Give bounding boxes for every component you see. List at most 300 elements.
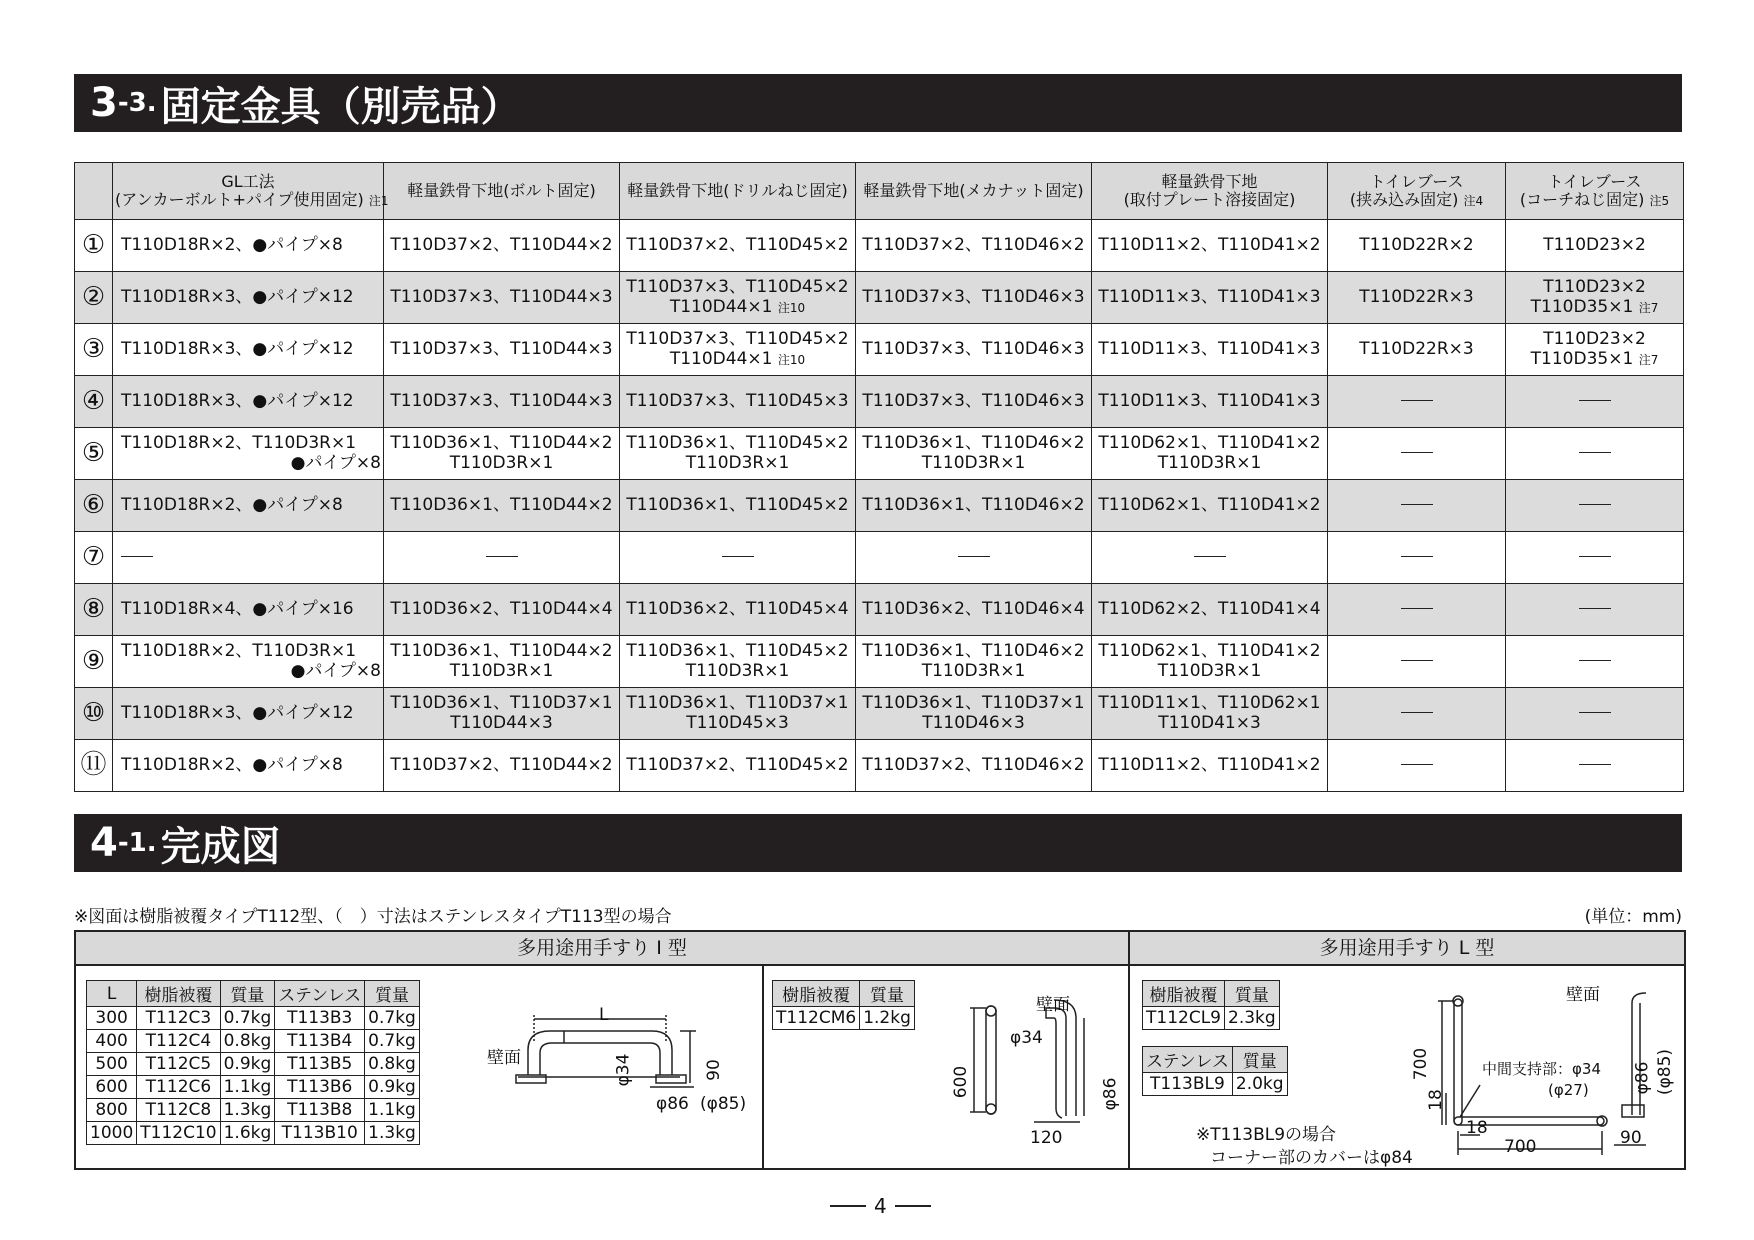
empty-dash: [1401, 452, 1433, 453]
cell-line: [1094, 642, 1325, 662]
small-table-cell: 0.8kg: [365, 1053, 420, 1076]
cell-line: [858, 454, 1089, 474]
small-table-cell: T112CM6: [773, 1007, 860, 1030]
cell-text: T110D3R×1: [449, 660, 554, 681]
row-number: ⑩: [75, 688, 113, 740]
table-cell: [856, 376, 1092, 428]
cell-text: T110D18R×2、●パイプ×8: [121, 754, 343, 775]
column-header-text: (コーチねじ固定): [1519, 190, 1645, 209]
cell-text: T110D37×2、T110D46×2: [862, 754, 1085, 775]
cell-line: [386, 642, 617, 662]
cell-text: T110D22R×3: [1359, 286, 1474, 307]
empty-dash: [1579, 712, 1611, 713]
cell-line: [1508, 652, 1681, 672]
cell-text: T110D3R×1: [1157, 452, 1262, 473]
section-subnumber: -1.: [117, 828, 157, 858]
cell-line: [1094, 714, 1325, 734]
cell-line: [622, 642, 853, 662]
support-label: 中間支持部：φ34: [1482, 1060, 1601, 1078]
dim-w700: 700: [1504, 1137, 1537, 1157]
l-note-2: コーナー部のカバーはφ84: [1210, 1148, 1413, 1168]
column-header-text: (アンカーボルト+パイプ使用固定): [115, 190, 364, 209]
section-header-4-1: [74, 814, 1682, 872]
column-note: 注4: [1463, 194, 1484, 208]
cell-line: [1330, 392, 1503, 412]
cell-text: T110D18R×3、●パイプ×12: [121, 390, 354, 411]
cell-text: T110D37×3、T110D46×3: [862, 338, 1085, 359]
column-header-line1: 軽量鉄骨下地(ドリルねじ固定): [627, 180, 848, 200]
table-cell: [620, 324, 856, 376]
cell-line: [1508, 756, 1681, 776]
table-cell: [620, 584, 856, 636]
cell-line: [1330, 288, 1503, 308]
table-cell: [1328, 532, 1506, 584]
cell-line: [386, 392, 617, 412]
small-table-cell: 2.0kg: [1232, 1073, 1287, 1096]
dim-d86: φ86: [656, 1094, 689, 1114]
table-row: [75, 324, 1684, 376]
empty-dash: [1401, 504, 1433, 505]
table-cell: [1506, 480, 1684, 532]
cell-line: [1094, 236, 1325, 256]
column-note: 注1: [368, 194, 389, 208]
cell-line: [386, 434, 617, 454]
table-cell: [1092, 740, 1328, 792]
small-table-cell: 1.1kg: [220, 1076, 275, 1099]
cell-text: T110D11×2、T110D41×2: [1098, 234, 1321, 255]
table-cell: [384, 376, 620, 428]
small-table-cell: 0.9kg: [365, 1076, 420, 1099]
column-header: [620, 163, 856, 220]
cell-line: [622, 298, 853, 318]
cell-line: [622, 236, 853, 256]
small-table-row: [1143, 1073, 1288, 1096]
cell-line: [858, 288, 1089, 308]
dim-d85: (φ85): [700, 1094, 747, 1114]
table-cell: [620, 532, 856, 584]
table-cell: [856, 584, 1092, 636]
small-table-cell: 600: [87, 1076, 137, 1099]
cell-line: [858, 434, 1089, 454]
column-header-line1: 軽量鉄骨下地(ボルト固定): [407, 180, 596, 200]
table-cell: [1328, 220, 1506, 272]
cell-text: T110D11×1、T110D62×1: [1098, 692, 1321, 713]
section-number: 3: [90, 80, 118, 126]
table-row: [75, 272, 1684, 324]
cell-line: [386, 756, 617, 776]
cell-line: [1094, 496, 1325, 516]
table-cell: [1506, 272, 1684, 324]
cell-text: T110D41×3: [1158, 712, 1261, 733]
small-table-cell: T113B5: [275, 1053, 365, 1076]
table-cell: [384, 740, 620, 792]
empty-dash: [1401, 660, 1433, 661]
cell-text: T110D18R×4、●パイプ×16: [121, 598, 354, 619]
wall-label-l: 壁面: [1566, 985, 1600, 1005]
column-header: [113, 163, 389, 220]
table-cell: [1328, 688, 1506, 740]
small-table-row: [87, 1076, 420, 1099]
cell-text: T110D36×1、T110D44×2: [390, 432, 613, 453]
column-header-line2: [1094, 191, 1325, 209]
table-cell: [1328, 740, 1506, 792]
cell-line: [622, 434, 853, 454]
table-cell: [1092, 324, 1328, 376]
cell-text: T110D11×2、T110D41×2: [1098, 754, 1321, 775]
cell-line: [1508, 278, 1681, 298]
type-l-title: 多用途用手すり L 型: [1130, 932, 1684, 966]
column-header-text: (取付プレート溶接固定): [1123, 190, 1296, 209]
table-cell: [1506, 324, 1684, 376]
small-table-cell: T113B10: [275, 1122, 365, 1145]
type-i-title: 多用途用手すり I 型: [76, 932, 1128, 966]
small-table-cell: 800: [87, 1099, 137, 1122]
cell-line: [121, 600, 381, 620]
type-i-cm6-table: [772, 980, 915, 1030]
cell-line: [622, 392, 853, 412]
column-header: [856, 163, 1092, 220]
table-cell: [384, 532, 620, 584]
row-number: ⑦: [75, 532, 113, 584]
small-table-header: 質量: [1232, 1047, 1287, 1073]
cell-text: T110D62×1、T110D41×2: [1098, 640, 1321, 661]
cell-line: [1330, 236, 1503, 256]
small-table-header: L: [87, 981, 137, 1007]
cell-line: [858, 642, 1089, 662]
cell-line: [1094, 694, 1325, 714]
cell-text: T110D44×1: [669, 296, 773, 317]
cell-line: [622, 694, 853, 714]
dim-d86-l: φ86: [1632, 1061, 1653, 1095]
table-row: [75, 636, 1684, 688]
cell-text: T110D18R×2、●パイプ×8: [121, 494, 343, 515]
column-header-line1: 軽量鉄骨下地: [1161, 171, 1258, 191]
table-cell: [856, 532, 1092, 584]
cell-line: [1330, 756, 1503, 776]
cell-line: [121, 662, 381, 682]
cell-text: T110D36×1、T110D45×2: [626, 640, 849, 661]
cell-text: T110D3R×1: [921, 660, 1026, 681]
table-row: [75, 428, 1684, 480]
small-table-cell: 1.3kg: [365, 1122, 420, 1145]
section-header-3-3: [74, 74, 1682, 132]
cell-line: [622, 756, 853, 776]
cell-text: T110D37×3、T110D46×3: [862, 390, 1085, 411]
cell-line: [386, 454, 617, 474]
table-row: [75, 740, 1684, 792]
cell-text: T110D18R×3、●パイプ×12: [121, 702, 354, 723]
page-number: [830, 1194, 931, 1218]
table-cell: [1506, 428, 1684, 480]
row-number: ⑧: [75, 584, 113, 636]
table-cell: [620, 428, 856, 480]
table-cell: [113, 480, 384, 532]
table-cell: [1506, 688, 1684, 740]
empty-dash: [1579, 400, 1611, 401]
empty-dash: [1401, 764, 1433, 765]
cell-text: T110D45×3: [686, 712, 789, 733]
cell-text: T110D36×1、T110D37×1: [390, 692, 613, 713]
table-cell: [856, 272, 1092, 324]
small-table-header: 質量: [1225, 981, 1280, 1007]
cell-note: 注7: [1638, 300, 1659, 315]
cell-line: [1508, 600, 1681, 620]
small-table-cell: T112CL9: [1143, 1007, 1225, 1030]
cell-line: [1094, 454, 1325, 474]
type-i-vertical-drawing: [950, 990, 1120, 1150]
table-cell: [1092, 636, 1328, 688]
cell-line: [121, 392, 381, 412]
table-cell: [384, 584, 620, 636]
cell-text: T110D3R×1: [685, 452, 790, 473]
page-dash-left: [830, 1205, 866, 1207]
small-table-cell: 1.1kg: [365, 1099, 420, 1122]
small-table-cell: 500: [87, 1053, 137, 1076]
cell-text: T110D37×2、T110D44×2: [390, 234, 613, 255]
cell-line: [121, 496, 381, 516]
empty-dash: [1579, 452, 1611, 453]
table-cell: [856, 480, 1092, 532]
table-cell: [1092, 428, 1328, 480]
section-title: 固定金具（別売品）: [160, 83, 521, 130]
table-cell: [1328, 636, 1506, 688]
cell-line: [622, 600, 853, 620]
empty-dash: [1194, 556, 1226, 557]
column-note: 注5: [1649, 194, 1670, 208]
cell-line: [121, 454, 381, 474]
cell-line: [622, 278, 853, 298]
cell-text: T110D37×3、T110D44×3: [390, 390, 613, 411]
small-table-cell: T113B3: [275, 1007, 365, 1030]
cell-text: T110D36×1、T110D46×2: [862, 640, 1085, 661]
small-table-header: ステンレス: [1143, 1047, 1233, 1073]
cell-text: T110D37×2、T110D45×2: [626, 754, 849, 775]
cell-line: [121, 548, 381, 568]
section-title: 完成図: [160, 823, 281, 870]
cell-line: [858, 662, 1089, 682]
table-cell: [113, 532, 384, 584]
table-cell: [620, 376, 856, 428]
table-cell: [620, 740, 856, 792]
small-table-cell: 400: [87, 1030, 137, 1053]
table-row: [75, 220, 1684, 272]
cell-text: T110D44×3: [450, 712, 553, 733]
cell-line: [1330, 548, 1503, 568]
empty-dash: [722, 556, 754, 557]
cell-line: [386, 340, 617, 360]
dim-h700: 700: [1411, 1047, 1432, 1081]
table-cell: [856, 428, 1092, 480]
small-table-cell: T113B4: [275, 1030, 365, 1053]
small-table-cell: T112C8: [137, 1099, 220, 1122]
table-cell: [113, 636, 384, 688]
table-cell: [1092, 376, 1328, 428]
cell-text: T110D18R×2、T110D3R×1: [121, 432, 357, 453]
empty-dash: [1579, 608, 1611, 609]
empty-dash: [1579, 504, 1611, 505]
page-dash-right: [895, 1205, 931, 1207]
small-table-header: 質量: [860, 981, 915, 1007]
dim-d34: φ34: [613, 1053, 634, 1087]
cell-text: T110D22R×2: [1359, 234, 1474, 255]
cell-line: [1094, 392, 1325, 412]
small-table-cell: 1.2kg: [860, 1007, 915, 1030]
dim-d85-l: (φ85): [1655, 1048, 1676, 1096]
table-cell: [1328, 428, 1506, 480]
cell-line: [1330, 340, 1503, 360]
panel-divider: [762, 966, 764, 1168]
empty-dash: [1401, 712, 1433, 713]
table-cell: [1092, 584, 1328, 636]
small-table-row: [87, 1122, 420, 1145]
cell-note: 注7: [1638, 352, 1659, 367]
small-table-row: [87, 1030, 420, 1053]
table-cell: [384, 324, 620, 376]
empty-dash: [1401, 608, 1433, 609]
small-table-header: 質量: [220, 981, 275, 1007]
table-row: [75, 376, 1684, 428]
table-row: [75, 532, 1684, 584]
cell-text: T110D36×2、T110D45×4: [626, 598, 849, 619]
small-table-cell: T113B8: [275, 1099, 365, 1122]
cell-text: ●パイプ×8: [290, 452, 381, 473]
small-table-cell: T112C5: [137, 1053, 220, 1076]
column-header-line1: GL工法: [221, 171, 275, 191]
cell-line: [858, 340, 1089, 360]
column-header: [1328, 163, 1506, 220]
l-note-1: ※T113BL9の場合: [1196, 1125, 1337, 1145]
table-cell: [856, 636, 1092, 688]
table-cell: [856, 688, 1092, 740]
cell-line: [386, 496, 617, 516]
cell-text: T110D37×3、T110D46×3: [862, 286, 1085, 307]
row-number: ⑤: [75, 428, 113, 480]
small-table-cell: 0.8kg: [220, 1030, 275, 1053]
table-cell: [856, 220, 1092, 272]
cell-text: T110D62×2、T110D41×4: [1098, 598, 1321, 619]
column-header: [1506, 163, 1684, 220]
size-table-header: [87, 981, 420, 1007]
wall-label: 壁面: [487, 1048, 521, 1068]
cell-line: [1508, 298, 1681, 318]
row-number: ⑨: [75, 636, 113, 688]
cell-line: [1508, 704, 1681, 724]
cell-line: [386, 714, 617, 734]
dim-w120: 120: [1030, 1128, 1063, 1148]
cell-text: T110D18R×3、●パイプ×12: [121, 338, 354, 359]
table-cell: [620, 220, 856, 272]
cell-text: T110D37×3、T110D44×3: [390, 286, 613, 307]
cell-text: T110D11×3、T110D41×3: [1098, 390, 1321, 411]
section-subnumber: -3.: [117, 88, 157, 118]
cell-line: [1330, 600, 1503, 620]
cell-text: T110D23×2: [1543, 276, 1646, 297]
column-header-line1: トイレブース: [1369, 171, 1464, 191]
table-cell: [1506, 636, 1684, 688]
cell-text: T110D36×1、T110D45×2: [626, 432, 849, 453]
cell-line: [622, 350, 853, 370]
small-table-cell: T112C6: [137, 1076, 220, 1099]
table-cell: [856, 324, 1092, 376]
cell-line: [1094, 340, 1325, 360]
cell-text: T110D11×3、T110D41×3: [1098, 286, 1321, 307]
cell-text: T110D36×1、T110D37×1: [626, 692, 849, 713]
cell-line: [386, 600, 617, 620]
small-table-header: 樹脂被覆: [773, 981, 860, 1007]
table-cell: [1506, 532, 1684, 584]
table-cell: [384, 636, 620, 688]
table-cell: [384, 220, 620, 272]
small-table-header: 樹脂被覆: [137, 981, 220, 1007]
table-cell: [1506, 220, 1684, 272]
dim-l: L: [599, 1005, 609, 1025]
small-table-cell: T112C10: [137, 1122, 220, 1145]
empty-dash: [1579, 764, 1611, 765]
cell-text: T110D37×2、T110D46×2: [862, 234, 1085, 255]
cell-text: T110D18R×2、●パイプ×8: [121, 234, 343, 255]
table-cell: [113, 324, 384, 376]
cell-line: [858, 694, 1089, 714]
small-table-cell: 0.7kg: [365, 1007, 420, 1030]
cell-line: [858, 236, 1089, 256]
table-cell: [620, 636, 856, 688]
cell-text: T110D37×2、T110D44×2: [390, 754, 613, 775]
table-cell: [620, 688, 856, 740]
table-cell: [1092, 220, 1328, 272]
cell-text: T110D62×1、T110D41×2: [1098, 494, 1321, 515]
dim-w90: 90: [1620, 1128, 1642, 1148]
column-header-line2: [1508, 191, 1681, 209]
support-label-2: (φ27): [1548, 1081, 1589, 1099]
cell-line: [386, 548, 617, 568]
row-number: ②: [75, 272, 113, 324]
table-cell: [1506, 584, 1684, 636]
table-cell: [1328, 376, 1506, 428]
cell-line: [121, 642, 381, 662]
cell-line: [858, 548, 1089, 568]
cell-text: T110D36×1、T110D45×2: [626, 494, 849, 515]
table-cell: [1328, 272, 1506, 324]
cell-text: T110D23×2: [1543, 234, 1646, 255]
cell-text: T110D36×2、T110D46×4: [862, 598, 1085, 619]
cell-text: T110D3R×1: [449, 452, 554, 473]
table-header-row: [75, 163, 1684, 220]
row-number: ⑪: [75, 740, 113, 792]
cell-text: T110D18R×3、●パイプ×12: [121, 286, 354, 307]
cell-text: T110D23×2: [1543, 328, 1646, 349]
small-table-row: [773, 1007, 915, 1030]
cell-line: [858, 392, 1089, 412]
empty-dash: [958, 556, 990, 557]
dim-d86-2: φ86: [1100, 1077, 1121, 1111]
table-cell: [384, 480, 620, 532]
cell-line: [121, 704, 381, 724]
empty-dash: [1579, 660, 1611, 661]
small-table-row: [87, 1099, 420, 1122]
drawing-caption: ※図面は樹脂被覆タイプT112型、（ ）寸法はステンレスタイプT113型の場合: [74, 907, 672, 927]
dim-d34-2: φ34: [1010, 1028, 1043, 1048]
fixture-table: [74, 162, 1684, 792]
cell-line: [1508, 496, 1681, 516]
small-table-cell: 2.3kg: [1225, 1007, 1280, 1030]
table-cell: [620, 480, 856, 532]
row-number: ①: [75, 220, 113, 272]
empty-dash: [486, 556, 518, 557]
table-cell: [1328, 584, 1506, 636]
cell-text: T110D62×1、T110D41×2: [1098, 432, 1321, 453]
cell-line: [121, 756, 381, 776]
cell-text: T110D36×2、T110D44×4: [390, 598, 613, 619]
